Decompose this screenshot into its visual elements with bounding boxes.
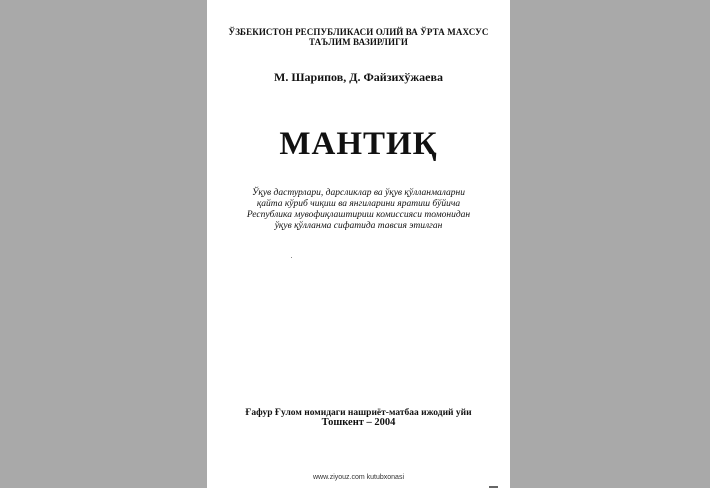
approval-line-1: Ўқув дастурлари, дарсликлар ва ўқув қўлланмаларни (252, 188, 465, 198)
watermark: www.ziyouz.com kutubxonasi (312, 474, 405, 481)
book-title: МАНТИҚ (279, 126, 438, 162)
approval-line-2: қайта кўриб чиқиш ва янгиларини яратиш бўйича (256, 199, 461, 209)
authors: М. Шарипов, Д. Файзихўжаева (274, 70, 443, 84)
scan-speck (291, 257, 292, 258)
publisher: Ғафур Ғулом номидаги нашриёт-матбаа ижодий уйи (245, 408, 472, 418)
approval-line-3: Республика мувофиқлаштириш комиссияси томонидан (246, 210, 471, 220)
approval-line-4: ўқув қўлланма сифатида тавсия этилган (274, 221, 443, 231)
document-page (207, 0, 510, 488)
city-year: Тошкент – 2004 (321, 417, 396, 428)
ministry-line-1: ЎЗБЕКИСТОН РЕСПУБЛИКАСИ ОЛИЙ ВА ЎРТА МАХСУС (228, 27, 489, 37)
ministry-line-2: ТАЪЛИМ ВАЗИРЛИГИ (308, 37, 409, 47)
